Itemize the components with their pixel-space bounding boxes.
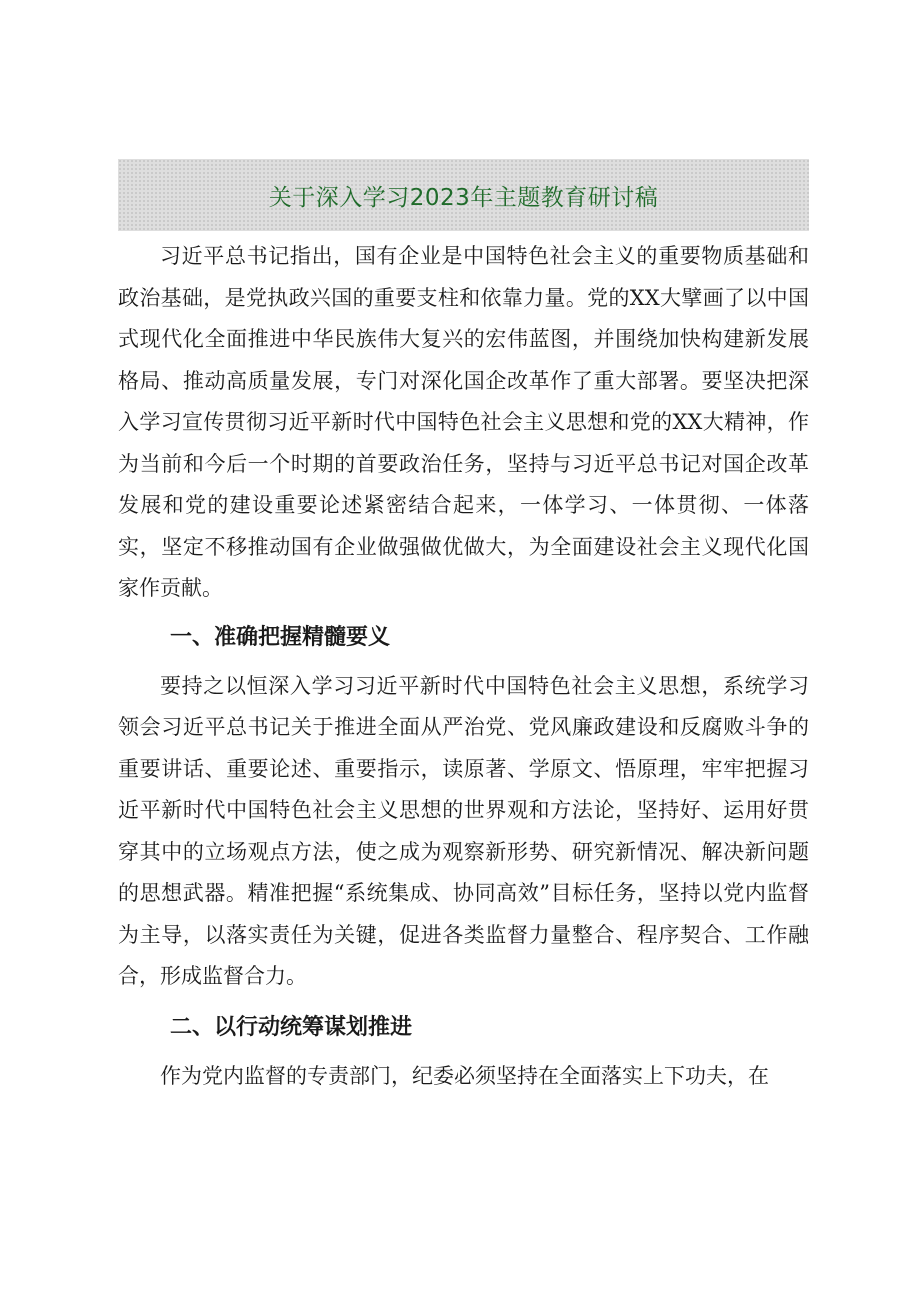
title-banner: [118, 159, 809, 231]
section-heading-2: 二、以行动统筹谋划推进: [170, 1014, 413, 1040]
document-body: [118, 236, 809, 1097]
paragraph-intro: 习近平总书记指出，国有企业是中国特色社会主义的重要物质基础和政治基础，是党执政兴国的重要支柱和依靠力量。党的XX大擘画了以中国式现代化全面推进中华民族伟大复兴的宏伟蓝图，并围绕加快构建新发展格局、推动高质量发展，专门对深化国企改革作了重大部署。要坚决把深入学习宣传贯彻习近平新时代中国特色社会主义思想和党的XX大精神，作为当前和今后一个时期的首要政治任务，坚持与习近平总书记对国企改革发展和党的建设重要论述紧密结合起来，一体学习、一体贯彻、一体落实，坚定不移推动国有企业做强做优做大，为全面建设社会主义现代化国家作贡献。: [118, 244, 809, 600]
paragraph-section-1: 要持之以恒深入学习习近平新时代中国特色社会主义思想，系统学习领会习近平总书记关于推进全面从严治党、党风廉政建设和反腐败斗争的重要讲话、重要论述、重要指示，读原著、学原文、悟原理，牢牢把握习近平新时代中国特色社会主义思想的世界观和方法论，坚持好、运用好贯穿其中的立场观点方法，使之成为观察新形势、研究新情况、解决新问题的思想武器。精准把握“系统集成、协同高效”目标任务，坚持以党内监督为主导，以落实责任为关键，促进各类监督力量整合、程序契合、工作融合，形成监督合力。: [118, 673, 809, 988]
document-title: 关于深入学习2023年主题教育研讨稿: [268, 184, 659, 211]
paragraph-section-2: 作为党内监督的专责部门，纪委必须坚持在全面落实上下功夫，在: [160, 1063, 769, 1088]
section-heading-1: 一、准确把握精髓要义: [170, 624, 391, 650]
